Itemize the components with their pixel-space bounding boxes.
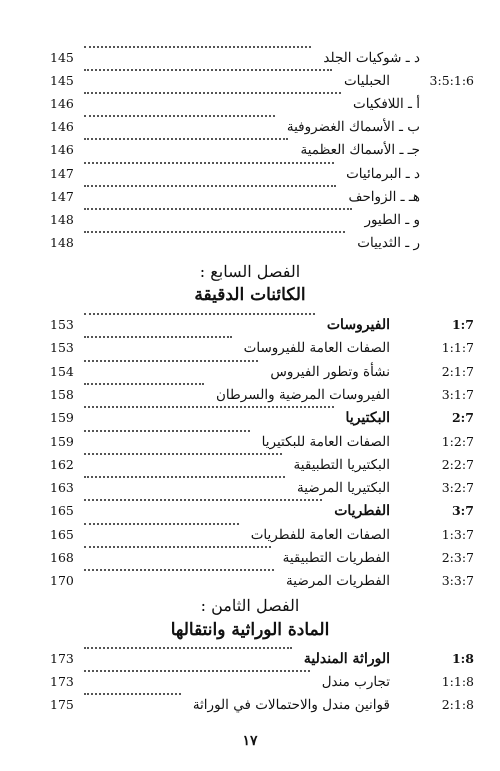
dot-leader [84, 383, 204, 385]
toc-entry-title: تجارب مندل [316, 670, 390, 694]
toc-entry-title: ب ـ الأسماك الغضروفية [281, 115, 420, 139]
toc-entry-title: جـ ـ الأسماك العظمية [294, 138, 420, 162]
toc-section-number: 1:1:8 [441, 674, 474, 689]
toc-entry [0, 693, 500, 717]
dot-leader [84, 162, 334, 164]
toc-section-number: 3:1:7 [441, 386, 474, 402]
toc-entry-title: الصفات العامة للبكتيريا [256, 430, 390, 454]
toc-entry-title: هـ ـ الزواحف [342, 185, 420, 209]
toc-page-number: 162 [50, 456, 74, 472]
toc-page-number: 165 [50, 526, 74, 542]
toc-page-number: 175 [50, 697, 74, 712]
toc-entry [0, 430, 500, 454]
toc-entry [0, 569, 500, 593]
toc-page-number: 147 [50, 188, 74, 204]
toc-page-number: 153 [50, 340, 74, 356]
toc-page-number: 163 [50, 480, 74, 496]
toc-section-number: 2:2:7 [441, 456, 474, 472]
toc-page-number: 170 [50, 573, 74, 589]
toc-entry [0, 336, 500, 360]
chapter7-subheading: الكائنات الدقيقة [194, 285, 306, 305]
toc-entry-title: أ ـ اللافكيات [347, 92, 420, 116]
toc-page-number: 146 [50, 96, 74, 112]
toc-section-number: 1:2:7 [441, 433, 474, 449]
dot-leader [84, 406, 334, 408]
toc-entry [0, 185, 500, 209]
chapter8-subheading: المادة الوراثية وانتقالها [170, 620, 330, 640]
chapter8-heading: الفصل الثامن : [200, 596, 300, 615]
toc-entry-title: البكتيريا التطبيقية [288, 453, 390, 477]
toc-section-number: 1:1:7 [441, 340, 474, 356]
toc-entry [0, 208, 500, 232]
toc-page-number: 159 [50, 433, 74, 449]
toc-section-number: 3:5:1:6 [429, 73, 474, 89]
toc-page-number: 168 [50, 550, 74, 565]
toc-entry [0, 647, 500, 671]
dot-leader [84, 208, 352, 210]
toc-section-number: 3:3:7 [441, 573, 474, 589]
toc-entry-title: الفيروسات [321, 313, 390, 337]
toc-section-number: 3:7 [451, 503, 474, 519]
dot-leader [84, 670, 310, 672]
toc-section-number: 2:1:7 [441, 363, 474, 379]
toc-page-number: 173 [50, 651, 74, 666]
toc-entry-title: الفطريات [328, 499, 390, 523]
dot-leader [84, 231, 345, 233]
toc-entry-title: الصفات العامة للفطريات [245, 523, 390, 547]
toc-entry-title: الفطريات المرضية [280, 569, 390, 593]
toc-entry [0, 313, 500, 337]
toc-entry [0, 92, 500, 116]
dot-leader [84, 336, 232, 338]
toc-section-number: 2:1:8 [441, 697, 474, 712]
toc-entry-title: د ـ البرمائيات [340, 162, 420, 186]
toc-section-number: 2:3:7 [441, 550, 474, 565]
chapter7-heading: الفصل السابع : [199, 262, 301, 281]
toc-entry [0, 115, 500, 139]
dot-leader [84, 647, 292, 649]
toc-entry [0, 523, 500, 547]
toc-page-number: 146 [50, 119, 74, 135]
toc-entry-title: الوراثة المندلية [298, 647, 390, 671]
toc-page-number: 145 [50, 50, 74, 65]
dot-leader [84, 360, 258, 362]
dot-leader [84, 499, 322, 501]
dot-leader [84, 92, 341, 94]
dot-leader [84, 69, 332, 71]
toc-entry-title: الفطريات التطبيقية [277, 546, 390, 570]
toc-page-number: 148 [50, 234, 74, 250]
dot-leader [84, 693, 181, 695]
toc-entry-title: قوانين مندل والاحتمالات في الوراثة [187, 693, 390, 717]
dot-leader [84, 138, 288, 140]
toc-page-number: 146 [50, 142, 74, 158]
dot-leader [84, 476, 285, 478]
toc-entry-title: د ـ شوكيات الجلد [317, 46, 420, 70]
dot-leader [84, 430, 250, 432]
toc-entry [0, 69, 500, 93]
toc-entry [0, 162, 500, 186]
toc-entry [0, 546, 500, 570]
toc-page-number: 158 [50, 386, 74, 402]
toc-entry [0, 360, 500, 384]
toc-section-number: 1:7 [451, 317, 474, 332]
toc-entry-title: الحبليات [338, 69, 390, 93]
dot-leader [84, 453, 282, 455]
toc-section-number: 3:2:7 [441, 480, 474, 496]
dot-leader [84, 546, 271, 548]
dot-leader [84, 523, 239, 525]
toc-page-number: 159 [50, 410, 74, 426]
toc-entry [0, 499, 500, 523]
toc-page-number: 154 [50, 363, 74, 379]
toc-entry [0, 231, 500, 255]
toc-entry [0, 383, 500, 407]
toc-section-number: 2:7 [451, 410, 474, 426]
toc-entry-title: الفيروسات المرضية والسرطان [210, 383, 390, 407]
toc-entry [0, 670, 500, 694]
toc-section-number: 1:3:7 [441, 526, 474, 542]
toc-page-number: 165 [50, 503, 74, 519]
toc-entry-title: و ـ الطيور [358, 208, 420, 232]
toc-page-number: 145 [50, 73, 74, 89]
toc-page-number: 173 [50, 674, 74, 689]
toc-entry-title: البكتيريا [340, 406, 390, 430]
toc-entry-title: الصفات العامة للفيروسات [238, 336, 390, 360]
toc-entry-title: البكتيريا المرضية [291, 476, 390, 500]
toc-section-number: 1:8 [451, 651, 474, 666]
toc-entry [0, 46, 500, 70]
dot-leader [84, 115, 275, 117]
page-number: ١٧ [242, 733, 258, 749]
toc-entry [0, 453, 500, 477]
toc-page-number: 147 [50, 165, 74, 181]
toc-page-number: 153 [50, 317, 74, 332]
dot-leader [84, 185, 336, 187]
toc-page-number: 148 [50, 211, 74, 227]
dot-leader [84, 46, 311, 48]
dot-leader [84, 313, 315, 315]
toc-entry [0, 138, 500, 162]
toc-entry [0, 476, 500, 500]
dot-leader [84, 569, 274, 571]
toc-entry-title: ر ـ الثدييات [351, 231, 420, 255]
toc-entry [0, 406, 500, 430]
toc-entry-title: نشأة وتطور الفيروس [264, 360, 390, 384]
